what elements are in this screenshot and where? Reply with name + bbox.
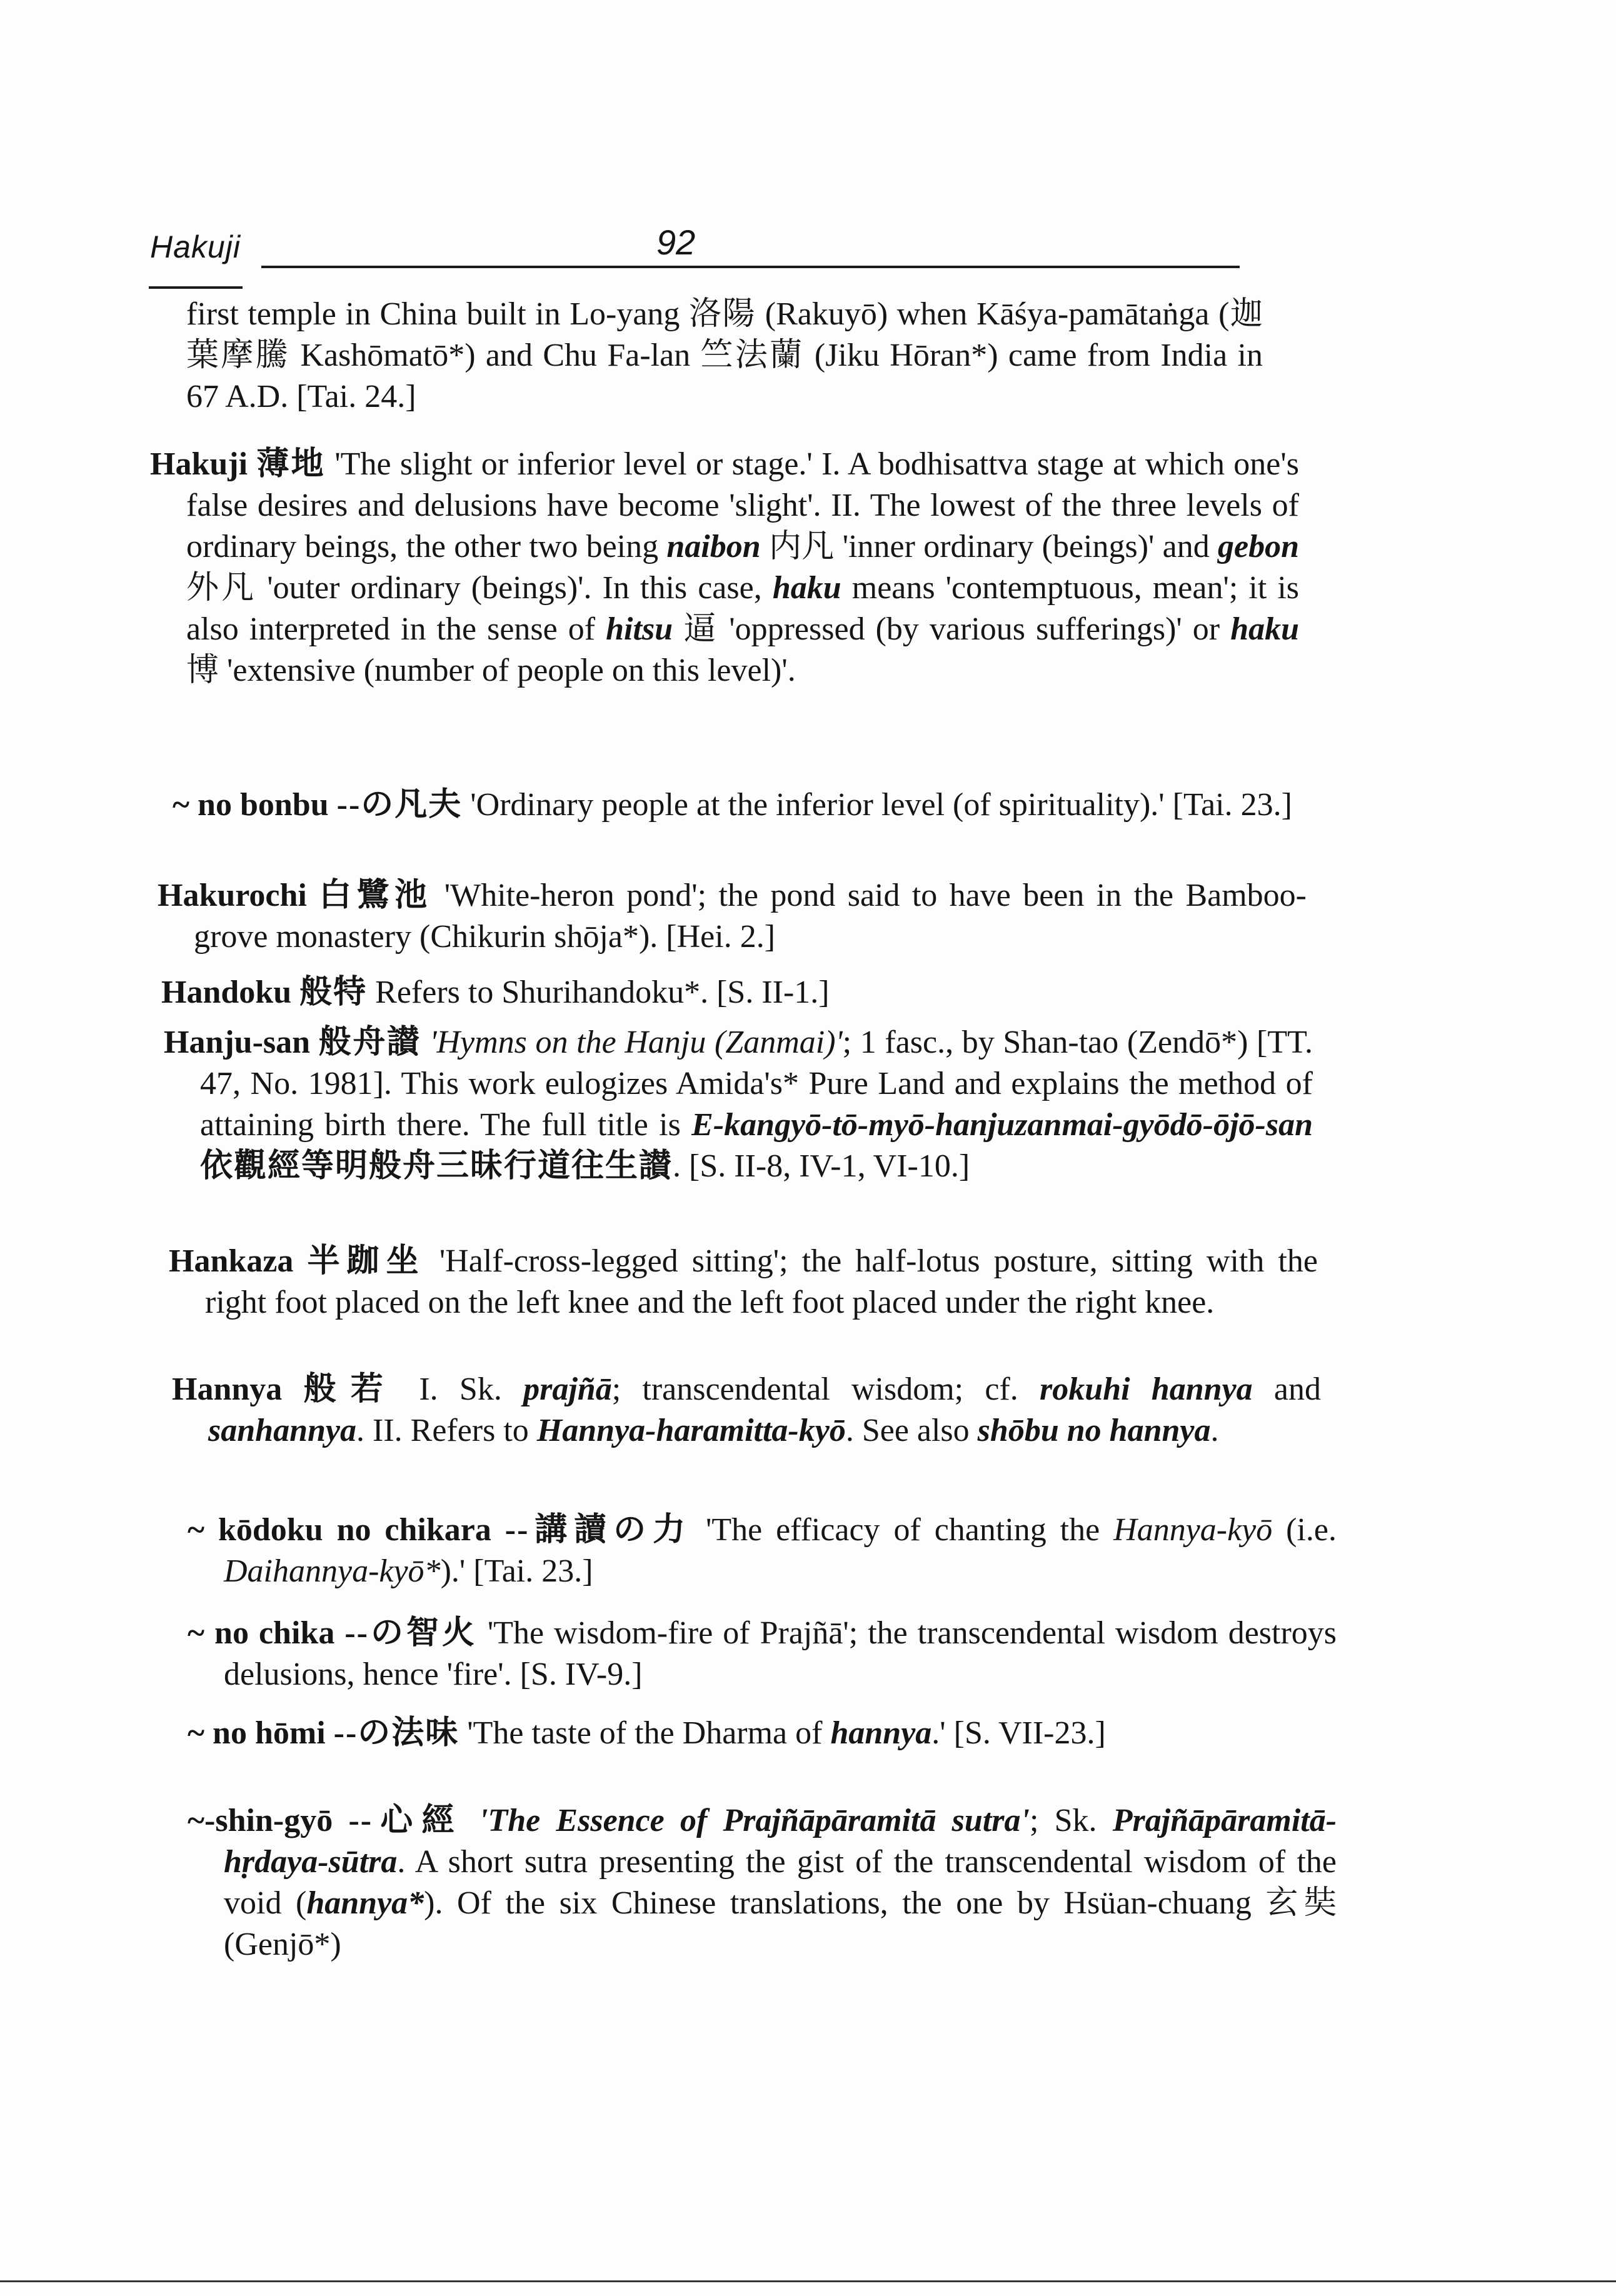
entry-hakuji: Hakuji 薄地 'The slight or inferior level or stage.' I. A bodhisattva stage at which one's false desires and delusions have become 'slight'. II. The lowest of the three levels of ordinary beings, the other two being naibon 内凡 'inner ordinary (beings)' and gebon 外凡 'outer ordinary (beings)'. In this case, haku means 'contemptuous, mean'; it is also interpreted in the sense of hitsu 逼 'oppressed (by various sufferings)' or haku 博 'extensive (number of people on this level)'. <box>150 446 1300 688</box>
page-number: 92 <box>656 223 696 262</box>
scan-edge-line <box>0 2280 1616 2282</box>
headword: no hōmi <box>213 1715 326 1751</box>
headword-kanji: --心經 <box>348 1803 463 1838</box>
headword: Hakuji <box>150 446 248 482</box>
tilde-mark: ~ <box>188 1512 205 1548</box>
headword: Hannya <box>172 1371 283 1407</box>
tilde-mark: ~ <box>188 1715 205 1751</box>
header-rule-short <box>149 286 243 289</box>
headword-kanji: --の凡夫 <box>336 787 463 823</box>
headword-kanji: 薄地 <box>256 446 326 482</box>
entry-handoku: Handoku 般特 Refers to Shurihandoku*. [S. II-1.] <box>161 975 830 1010</box>
tilde-mark: ~ <box>188 1803 205 1838</box>
headword-kanji: --講讀の力 <box>504 1512 693 1548</box>
headword-kanji: --の智火 <box>344 1615 478 1651</box>
running-title: Hakuji <box>150 229 241 264</box>
entry-shin-gyo: ~-shin-gyō --心經 'The Essence of Prajñāpāramitā sutra'; Sk. Prajñāpāramitā-hṛdaya-sūtra. A short sutra presenting the gist of the transcendental wisdom of the void (hannya*). Of the six Chinese translations, the one by Hsüan-chuang 玄奘 (Genjō*) <box>188 1803 1337 1962</box>
header-rule-long <box>261 266 1240 268</box>
entry-hannya: Hannya 般若 I. Sk. prajñā; transcendental wisdom; cf. rokuhi hannya and sanhannya. II. Refers to Hannya-haramitta-kyō. See also shōbu no hannya. <box>172 1371 1322 1448</box>
headword: no chika <box>214 1615 335 1651</box>
entry-no-homi: ~ no hōmi --の法味 'The taste of the Dharma of hannya.' [S. VII-23.] <box>188 1715 1106 1751</box>
headword: -shin-gyō <box>204 1803 333 1838</box>
entry-kodoku-no-chikara: ~ kōdoku no chikara --講讀の力 'The efficacy of chanting the Hannya-kyō (i.e. Daihannya-kyō*).' [Tai. 23.] <box>188 1512 1337 1589</box>
headword-kanji: 白鷺池 <box>319 878 433 913</box>
entry-hankaza: Hankaza 半跏坐 'Half-cross-legged sitting'; the half-lotus posture, sitting with the right foot placed on the left knee and the left foot placed under the right knee. <box>169 1243 1318 1320</box>
headword-kanji: 半跏坐 <box>307 1243 426 1279</box>
headword-kanji: 般特 <box>299 975 368 1010</box>
headword: kōdoku no chikara <box>218 1512 491 1548</box>
headword: no bonbu <box>198 787 329 823</box>
headword: Hankaza <box>169 1243 294 1279</box>
entry-hanju-san: Hanju-san 般舟讃 'Hymns on the Hanju (Zanmai)'; 1 fasc., by Shan-tao (Zendō*) [TT. 47, No. 1981]. This work eulogizes Amida's* Pure Land and explains the method of attaining birth there. The full title is E-kangyō-tō-myō-hanjuzanmai-gyōdō-ōjō-san 依觀經等明般舟三昧行道往生讃. [S. II-8, IV-1, VI-10.] <box>164 1025 1313 1184</box>
headword-kanji: 般若 <box>303 1371 398 1407</box>
headword: Hakurochi <box>158 878 307 913</box>
headword: Hanju-san <box>164 1025 311 1060</box>
entry-no-chika: ~ no chika --の智火 'The wisdom-fire of Prajñā'; the transcendental wisdom destroys delusions, hence 'fire'. [S. IV-9.] <box>188 1615 1337 1692</box>
headword: Handoku <box>161 975 292 1010</box>
tilde-mark: ~ <box>188 1615 205 1651</box>
tilde-mark: ~ <box>173 787 190 823</box>
headword-kanji: 般舟讃 <box>318 1025 421 1060</box>
headword-kanji: --の法味 <box>333 1715 459 1751</box>
entry-hakurochi: Hakurochi 白鷺池 'White-heron pond'; the pond said to have been in the Bamboo-grove monastery (Chikurin shōja*). [Hei. 2.] <box>158 878 1307 955</box>
entry-no-bonbu: ~ no bonbu --の凡夫 'Ordinary people at the inferior level (of spirituality).' [Tai. 23.] <box>173 787 1292 823</box>
entry-continuation: first temple in China built in Lo-yang 洛陽 (Rakuyō) when Kāśya-pamātaṅga (迦葉摩騰 Kashōmatō*) and Chu Fa-lan 竺法蘭 (Jiku Hōran*) came from India in 67 A.D. [Tai. 24.] <box>186 296 1263 414</box>
